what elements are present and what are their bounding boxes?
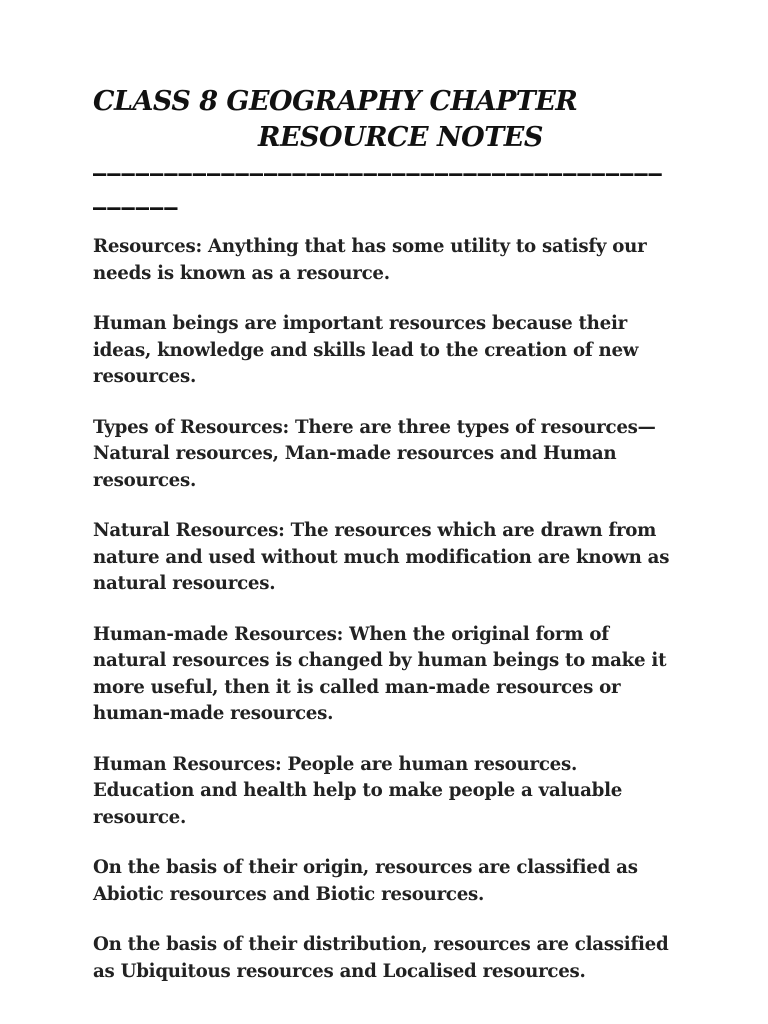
page-title [93,84,683,156]
document-page [93,84,683,1009]
paragraph-distribution-classification: On the basis of their distribution, resources are classified as Ubiquitous resources and Localised resources. [93,934,669,982]
separator-line: —––––––––––––––––––––––––––––––––––––––––––––– [93,162,663,221]
paragraph-human-resources: Human Resources: People are human resources. Education and health help to make people a valuable resource. [93,753,623,828]
title-line-1: CLASS 8 GEOGRAPHY CHAPTER [93,86,578,117]
paragraph-human-made-resources: Human-made Resources: When the original form of natural resources is changed by human beings to make it more useful, then it is called man-made resources or human-made resources. [93,623,667,724]
paragraph-types-of-resources: Types of Resources: There are three types of resources—Natural resources, Man-made resources and Human resources. [93,416,656,491]
title-line-2: RESOURCE NOTES [258,122,543,153]
paragraph-human-beings: Human beings are important resources because their ideas, knowledge and skills lead to the creation of new resources. [93,313,639,387]
paragraph-resources-definition: Resources: Anything that has some utility to satisfy our needs is known as a resource. [93,236,647,284]
paragraph-natural-resources: Natural Resources: The resources which are drawn from nature and used without much modification are known as natural resources. [93,520,670,594]
paragraph-origin-classification: On the basis of their origin, resources are classified as Abiotic resources and Biotic resources. [93,857,638,905]
notes-body [93,234,683,985]
